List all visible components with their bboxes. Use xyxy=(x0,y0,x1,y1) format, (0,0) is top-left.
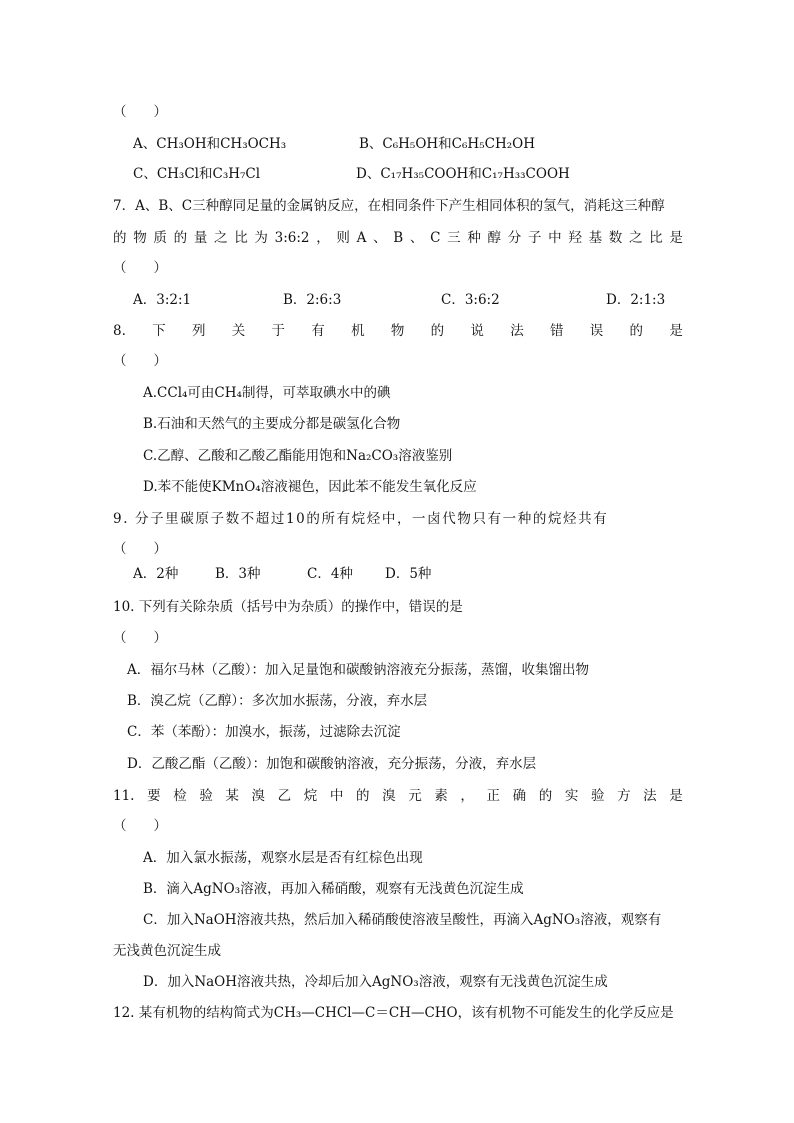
q8-char: 的 xyxy=(430,323,445,339)
q7-char: 物 xyxy=(133,230,147,246)
q7-char: 的 xyxy=(173,230,188,246)
q7-char: 子 xyxy=(527,230,542,246)
q7-char: 基 xyxy=(588,230,603,246)
q7-char: 羟 xyxy=(568,230,582,246)
q7-char: 之 xyxy=(214,230,228,246)
q6-options-row-1 xyxy=(133,134,683,154)
q7-char: 、 xyxy=(409,230,424,246)
q7-char: 比 xyxy=(234,230,248,246)
q11-char: ， xyxy=(460,788,474,804)
q11-char: 实 xyxy=(564,788,579,804)
q7-char: 醇 xyxy=(487,230,502,246)
q6-option-d: D、C₁₇H₃₅COOH和C₁₇H₃₃COOH xyxy=(356,166,570,182)
q7-char: 的 xyxy=(113,230,127,246)
q7-char: 分 xyxy=(507,230,522,246)
q11-char: 要 xyxy=(147,788,161,804)
q6-option-c: C、CH₃Cl和C₃H₇Cl xyxy=(133,166,261,182)
q8-char: 下 xyxy=(152,323,166,339)
q7-option-d: D．2:1:3 xyxy=(606,292,666,308)
q7-stem-line-1: 7．A、B、C三种醇同足量的金属钠反应，在相同条件下产生相同体积的氢气，消耗这三种醇 xyxy=(113,198,665,214)
q7-option-c: C．3:6:2 xyxy=(441,292,500,308)
q8-char: 关 xyxy=(231,323,246,339)
q8-char: 是 xyxy=(669,323,683,339)
q8-char: 误 xyxy=(589,323,604,339)
q11-char: 中 xyxy=(329,788,344,804)
q7-char: 三 xyxy=(447,230,461,246)
q9-option-c: C．4种 xyxy=(307,566,353,582)
q7-char: 种 xyxy=(467,230,481,246)
q8-char: 的 xyxy=(629,323,644,339)
q8-stem xyxy=(113,321,683,341)
q11-char: 是 xyxy=(669,788,683,804)
q9-options xyxy=(133,564,683,584)
q8-char: 于 xyxy=(271,323,286,339)
q11-char: 某 xyxy=(225,788,239,804)
q11-char: 正 xyxy=(486,788,501,804)
q8-option-b: B.石油和天然气的主要成分都是碳氢化合物 xyxy=(143,416,401,432)
q11-char: 溴 xyxy=(382,788,396,804)
q7-char: 之 xyxy=(628,230,643,246)
q8-char: 物 xyxy=(390,323,405,339)
q7-char: 则 xyxy=(336,230,350,246)
q7-char: ， xyxy=(316,230,330,246)
q11-stem xyxy=(113,786,683,806)
q8-char: 8. xyxy=(113,323,126,339)
q8-option-d: D.苯不能使KMnO₄溶液褪色，因此苯不能发生氧化反应 xyxy=(143,479,477,495)
answer-bracket: （ ） xyxy=(113,353,167,369)
q8-char: 机 xyxy=(351,323,365,339)
q11-char: 法 xyxy=(643,788,657,804)
q11-char: 检 xyxy=(173,788,187,804)
q8-char: 说 xyxy=(470,323,484,339)
q9-option-b: B．3种 xyxy=(215,566,261,582)
q10-option-d: D．乙酸乙酯（乙酸）：加饱和碳酸钠溶液，充分振荡，分液，弃水层 xyxy=(127,756,537,772)
q11-char: 验 xyxy=(590,788,605,804)
q7-char: B xyxy=(393,230,404,246)
q8-char: 法 xyxy=(510,323,524,339)
q7-char: A xyxy=(356,230,367,246)
q11-char: 乙 xyxy=(277,788,292,804)
q7-option-a: A．3:2:1 xyxy=(133,292,192,308)
q11-char: 烷 xyxy=(303,788,318,804)
q8-char: 错 xyxy=(549,323,564,339)
q7-char: 是 xyxy=(669,230,683,246)
answer-bracket: （ ） xyxy=(113,630,167,646)
answer-bracket: （ ） xyxy=(113,818,167,834)
q7-char: C xyxy=(430,230,441,246)
q9-option-d: D．5种 xyxy=(385,566,432,582)
q11-option-d: D．加入NaOH溶液共热，冷却后加入AgNO₃溶液，观察有无浅黄色沉淀生成 xyxy=(143,974,608,990)
q11-option-c-line-1: C．加入NaOH溶液共热，然后加入稀硝酸使溶液呈酸性，再滴入AgNO₃溶液，观察有 xyxy=(143,912,662,928)
q10-stem: 10. 下列有关除杂质（括号中为杂质）的操作中，错误的是 xyxy=(113,599,463,615)
q12-stem: 12. 某有机物的结构简式为CH₃—CHCl—C＝CH—CHO，该有机物不可能发生的化学反应是 xyxy=(113,1005,674,1021)
q7-char: 量 xyxy=(193,230,208,246)
q7-char: 质 xyxy=(153,230,167,246)
q8-option-a: A.CCl₄可由CH₄制得，可萃取碘水中的碘 xyxy=(143,385,391,401)
q11-char: 素 xyxy=(434,788,448,804)
q11-char: 的 xyxy=(538,788,553,804)
q7-stem-line-2 xyxy=(113,228,683,248)
q6-option-b: B、C₆H₅OH和C₆H₅CH₂OH xyxy=(359,136,535,152)
q7-char: 比 xyxy=(649,230,663,246)
q11-char: 验 xyxy=(199,788,213,804)
q11-char: 元 xyxy=(408,788,422,804)
q8-option-c: C.乙醇、乙酸和乙酸乙酯能用饱和Na₂CO₃溶液鉴别 xyxy=(143,448,453,464)
q11-char: 的 xyxy=(355,788,370,804)
answer-bracket: （ ） xyxy=(113,104,167,120)
q11-char: 方 xyxy=(617,788,631,804)
q10-option-b: B．溴乙烷（乙醇）：多次加水振荡，分液，弃水层 xyxy=(127,693,428,709)
q7-option-b: B．2:6:3 xyxy=(283,292,342,308)
q7-char: 为 xyxy=(254,230,268,246)
answer-bracket: （ ） xyxy=(113,541,167,557)
q9-stem: 9. 分子里碳原子数不超过10的所有烷烃中，一卤代物只有一种的烷烃共有 xyxy=(113,511,609,527)
q7-char: 3:6:2 xyxy=(274,230,310,246)
q10-option-c: C．苯（苯酚）：加溴水，振荡，过滤除去沉淀 xyxy=(127,724,401,740)
q8-char: 列 xyxy=(191,323,206,339)
q11-option-b: B．滴入AgNO₃溶液，再加入稀硝酸，观察有无浅黄色沉淀生成 xyxy=(143,881,524,897)
q11-char: 确 xyxy=(512,788,527,804)
q6-options-row-2 xyxy=(133,164,683,184)
q7-char: 、 xyxy=(373,230,387,246)
answer-bracket: （ ） xyxy=(113,260,167,276)
q11-char: 溴 xyxy=(251,788,266,804)
q9-option-a: A．2种 xyxy=(133,566,179,582)
q10-option-a: A．福尔马林（乙酸）：加入足量饱和碳酸钠溶液充分振荡，蒸馏，收集馏出物 xyxy=(127,662,589,678)
q11-option-c-line-2: 无浅黄色沉淀生成 xyxy=(113,943,221,959)
q7-char: 中 xyxy=(548,230,562,246)
q7-options xyxy=(133,290,683,310)
q11-char: 11. xyxy=(113,788,135,804)
q7-char: 数 xyxy=(608,230,623,246)
q6-option-a: A、CH₃OH和CH₃OCH₃ xyxy=(133,136,287,152)
q11-option-a: A．加入氯水振荡，观察水层是否有红棕色出现 xyxy=(143,850,423,866)
q8-char: 有 xyxy=(311,323,325,339)
